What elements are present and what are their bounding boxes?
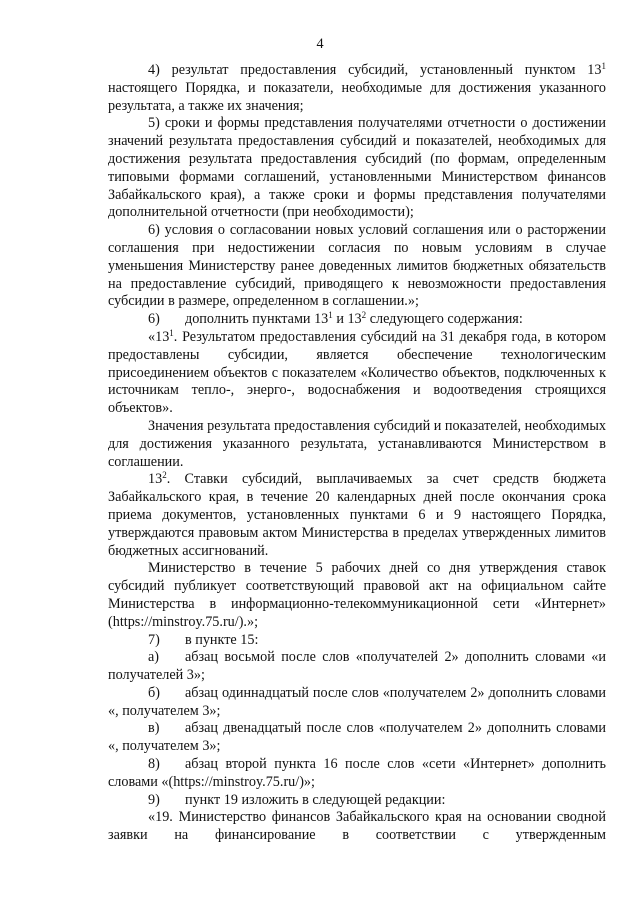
paragraph-text: Значения результата предоставления субсидий и показателей, необходимых для достижения указанного результата, устанавливаются Министерством в соглашении. [108, 417, 606, 470]
paragraph-text: абзац двенадцатый после слов «получателем 2» дополнить словами «, получателем 3»; [108, 720, 606, 755]
paragraph-text: . Ставки субсидий, выплачиваемых за счет средств бюджета Забайкальского края, в течение 20 календарных дней после окончания срока приема документов, установленных пунктами 6 и 9 настоящего Порядка, утверждаются правовым актом Министерства в пределах утвержденных лимитов бюджетных ассигнований. [108, 471, 606, 559]
paragraph [108, 649, 606, 685]
paragraph [108, 809, 606, 845]
page-number: 4 [316, 36, 324, 52]
superscript-index: 1 [601, 61, 606, 71]
list-item-label: в) [148, 720, 160, 737]
paragraph-text: пункт 19 изложить в следующей редакции: [185, 791, 446, 808]
list-item-label: 6) [148, 311, 160, 328]
superscript-index: 1 [328, 310, 333, 321]
paragraph-text: и 13 [332, 311, 362, 328]
paragraph-text: «19. Министерство финансов Забайкальского края на основании сводной заявки на финансирование в соответствии с утвержденным [108, 809, 606, 844]
paragraph-text: настоящего Порядка, и показатели, необходимые для достижения указанного результата, а также их значения; [108, 79, 606, 114]
list-item-label: б) [148, 684, 160, 701]
paragraph-text: следующего содержания: [366, 311, 523, 328]
paragraph-text: Министерство в течение 5 рабочих дней со дня утверждения ставок субсидий публикует соответствующий правовой акт на официальном сайте Министерства в информационно-телекоммуникационной сети «Интернет» (https://minstroy.75.ru/).»; [108, 560, 606, 630]
paragraph [108, 418, 606, 471]
list-item-label: 8) [148, 756, 160, 773]
paragraph [108, 720, 606, 756]
paragraph [108, 62, 606, 115]
list-item-label: 9) [148, 791, 160, 808]
paragraph-text: 4) результат предоставления субсидий, установленный пунктом 13 [148, 62, 602, 78]
paragraph [108, 792, 606, 810]
paragraph-text: «13 [148, 328, 170, 345]
superscript-index: 2 [361, 310, 367, 321]
document-body [108, 62, 606, 845]
paragraph-text: дополнить пунктами 13 [185, 311, 329, 328]
paragraph-text: абзац восьмой после слов «получателей 2» дополнить словами «и получателей 3»; [108, 649, 606, 684]
superscript-index: 2 [162, 470, 167, 481]
paragraph-text: 6) условия о согласовании новых условий соглашения или о расторжении соглашения при недостижении согласия по новым условиям в случае уменьшения Министерству ранее доведенных лимитов бюджетных обязательств на предоставление субсидий, приводящего к невозможности предоставления субсидии в размере, определенном в соглашении.»; [108, 222, 606, 310]
list-item-label: а) [148, 649, 160, 666]
paragraph-text: в пункте 15: [185, 631, 259, 648]
paragraph [108, 311, 606, 329]
paragraph [108, 756, 606, 792]
paragraph [108, 471, 606, 560]
paragraph-text: 13 [148, 471, 163, 488]
superscript-index: 1 [169, 327, 174, 338]
paragraph [108, 115, 606, 222]
paragraph [108, 685, 606, 721]
paragraph-text: . Результатом предоставления субсидий на 31 декабря года, в котором предоставлены субсидии, является обеспечение технологическим присоединением объектов с показателем «Количество объектов, подключенных к источникам тепло-, энерго-, водоснабжения и водоотведения строящихся объектов». [108, 328, 606, 417]
paragraph [108, 222, 606, 311]
paragraph [108, 632, 606, 650]
paragraph-text: абзац второй пункта 16 после слов «сети «Интернет» дополнить словами «(https://minstroy.75.ru/)»; [108, 756, 606, 790]
paragraph [108, 329, 606, 418]
list-item-label: 7) [148, 631, 160, 648]
paragraph [108, 560, 606, 631]
paragraph-text: 5) сроки и формы представления получателями отчетности о достижении значений результата предоставления субсидий и показателей, необходимых для достижения результата предоставления субсидий (по формам, определенным типовыми формами соглашений, установленными Министерством финансов Забайкальского края), а также сроки и формы представления получателями дополнительной отчетности (при необходимости); [108, 115, 606, 221]
paragraph-text: абзац одиннадцатый после слов «получателем 2» дополнить словами «, получателем 3»; [108, 684, 606, 719]
